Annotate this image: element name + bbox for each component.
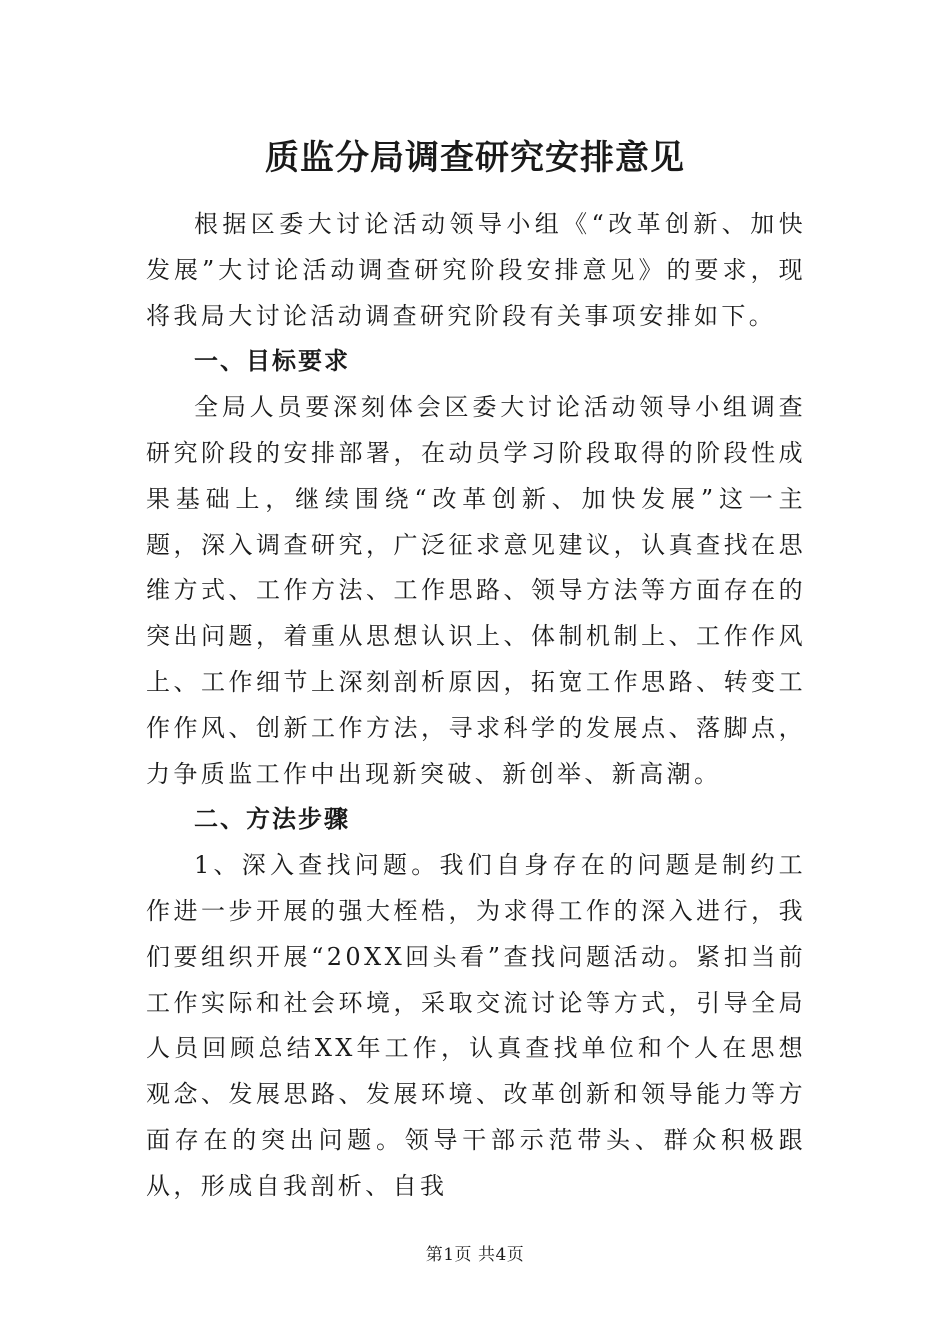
document-body	[146, 202, 806, 1210]
intro-paragraph: 根据区委大讨论活动领导小组《“改革创新、加快发展”大讨论活动调查研究阶段安排意见》的要求，现将我局大讨论活动调查研究阶段有关事项安排如下。	[146, 210, 806, 330]
section-heading-methods: 二、方法步骤	[194, 805, 350, 834]
page-footer: 第1页 共4页	[425, 1245, 525, 1265]
methods-paragraph: 1、深入查找问题。我们自身存在的问题是制约工作进一步开展的强大桎梏，为求得工作的深入进行，我们要组织开展“20XX回头看”查找问题活动。紧扣当前工作实际和社会环境，采取交流讨论等方式，引导全局人员回顾总结XX年工作，认真查找单位和个人在思想观念、发展思路、发展环境、改革创新和领导能力等方面存在的突出问题。领导干部示范带头、群众积极跟从，形成自我剖析、自我	[146, 851, 806, 1200]
section-heading-goals: 一、目标要求	[194, 347, 350, 376]
document-title: 质监分局调查研究安排意见	[265, 138, 685, 178]
goals-paragraph: 全局人员要深刻体会区委大讨论活动领导小组调查研究阶段的安排部署，在动员学习阶段取得的阶段性成果基础上，继续围绕“改革创新、加快发展”这一主题，深入调查研究，广泛征求意见建议，认真查找在思维方式、工作方法、工作思路、领导方法等方面存在的突出问题，着重从思想认识上、体制机制上、工作作风上、工作细节上深刻剖析原因，拓宽工作思路、转变工作作风、创新工作方法，寻求科学的发展点、落脚点，力争质监工作中出现新突破、新创举、新高潮。	[146, 393, 806, 788]
